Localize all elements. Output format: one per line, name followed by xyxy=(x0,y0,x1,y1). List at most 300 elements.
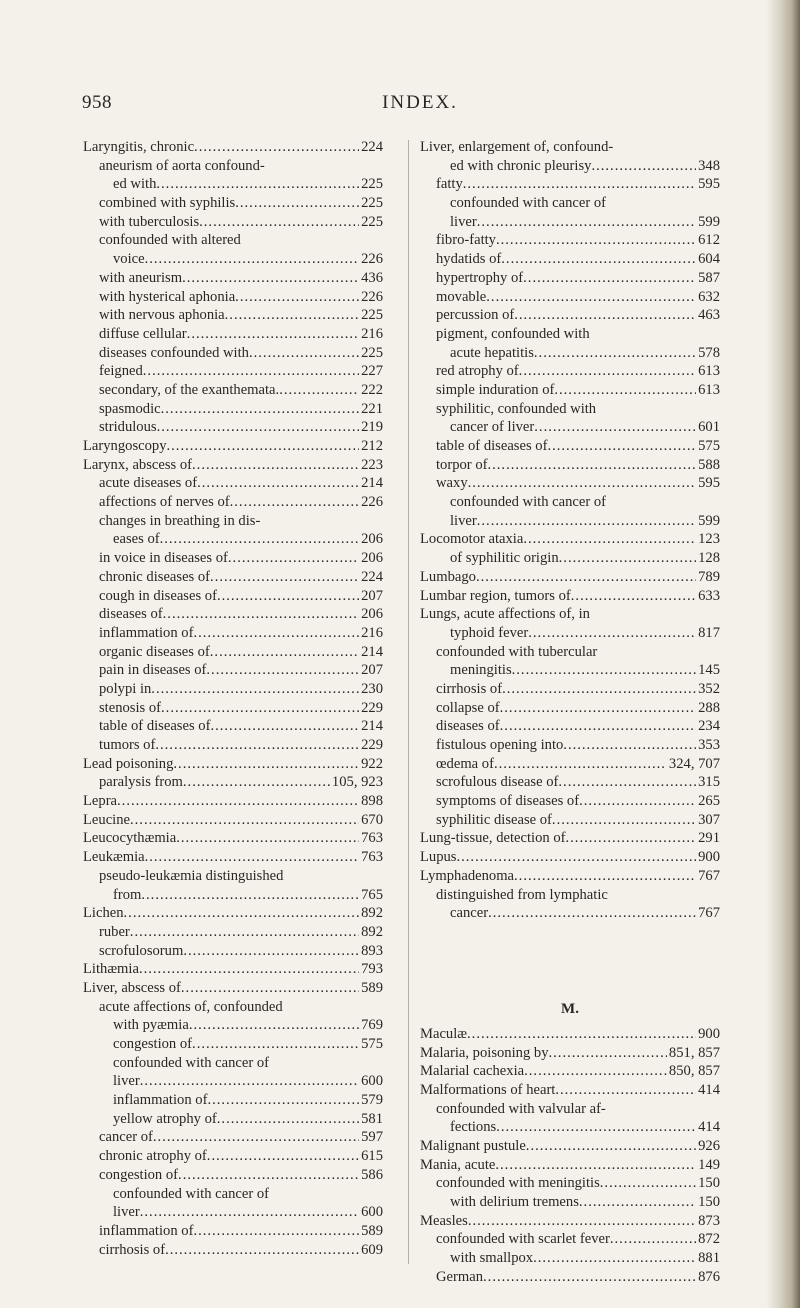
index-entry xyxy=(420,530,720,549)
leader-dots xyxy=(161,400,359,419)
leader-dots xyxy=(178,1166,359,1185)
entry-term: with tuberculosis xyxy=(99,213,200,230)
index-entry xyxy=(83,1072,383,1091)
entry-page-ref: 224 xyxy=(361,139,383,155)
index-entry xyxy=(83,1241,383,1260)
index-entry xyxy=(83,792,383,811)
index-entry xyxy=(83,1128,383,1147)
entry-term: movable xyxy=(436,288,487,305)
entry-page-ref: 463 xyxy=(698,307,720,324)
leader-dots xyxy=(555,1081,696,1100)
leader-dots xyxy=(145,848,360,867)
leader-dots xyxy=(197,474,359,493)
leader-dots xyxy=(187,325,359,344)
entry-page-ref: 670 xyxy=(361,811,383,828)
entry-page-ref: 128 xyxy=(698,550,720,567)
entry-page-ref: 222 xyxy=(361,381,383,398)
leader-dots xyxy=(124,904,360,923)
entry-term: pseudo-leukæmia distinguished xyxy=(99,867,284,884)
entry-page-ref: 600 xyxy=(361,1073,383,1090)
leader-dots xyxy=(151,680,359,699)
leader-dots xyxy=(235,194,359,213)
entry-term: diffuse cellular xyxy=(99,325,187,342)
entry-page-ref: 633 xyxy=(698,587,720,604)
index-entry xyxy=(420,1044,720,1063)
entry-term: red atrophy of xyxy=(436,363,519,380)
entry-term: Lumbago xyxy=(420,568,476,585)
entry-term: organic diseases of xyxy=(99,643,210,660)
entry-term: changes in breathing in dis- xyxy=(99,512,261,529)
index-entry xyxy=(420,306,720,325)
leader-dots xyxy=(173,755,359,774)
index-column-left xyxy=(83,138,383,1259)
leader-dots xyxy=(210,643,359,662)
entry-page-ref: 214 xyxy=(361,643,383,660)
leader-dots xyxy=(193,624,359,643)
entry-term: chronic diseases of xyxy=(99,568,211,585)
entry-page-ref: 230 xyxy=(361,680,383,697)
leader-dots xyxy=(225,306,359,325)
entry-page-ref: 613 xyxy=(698,381,720,398)
index-entry xyxy=(83,138,383,157)
leader-dots xyxy=(534,344,696,363)
index-entry xyxy=(83,736,383,755)
entry-term: confounded with altered xyxy=(99,232,241,249)
leader-dots xyxy=(217,1110,359,1129)
entry-term: Larynx, abscess of xyxy=(83,456,193,473)
entry-term: ed with xyxy=(113,176,157,193)
entry-term: Lymphadenoma xyxy=(420,867,515,884)
entry-term: eases of xyxy=(113,531,160,548)
entry-term: fibro-fatty xyxy=(436,232,496,249)
entry-page-ref: 307 xyxy=(698,811,720,828)
entry-term: syphilitic disease of xyxy=(436,811,552,828)
entry-term: Malignant pustule xyxy=(420,1138,526,1154)
entry-page-ref: 105, 923 xyxy=(331,774,383,791)
entry-page-ref: 601 xyxy=(698,419,720,436)
index-entry xyxy=(83,194,383,213)
entry-page-ref: 893 xyxy=(361,942,383,959)
entry-term: aneurism of aorta confound- xyxy=(99,157,265,174)
entry-page-ref: 216 xyxy=(361,325,383,342)
leader-dots xyxy=(610,1230,696,1249)
index-entry xyxy=(83,643,383,662)
leader-dots xyxy=(199,213,359,232)
entry-term: symptoms of diseases of xyxy=(436,793,580,810)
entry-page-ref: 150 xyxy=(698,1175,720,1192)
entry-page-ref: 817 xyxy=(698,624,720,641)
entry-term: affections of nerves of xyxy=(99,494,230,511)
entry-page-ref: 315 xyxy=(698,774,720,791)
entry-page-ref: 123 xyxy=(698,531,720,548)
leader-dots xyxy=(161,699,359,718)
entry-term: with pyæmia xyxy=(113,1017,189,1034)
leader-dots xyxy=(456,848,696,867)
index-entry xyxy=(420,325,720,344)
entry-term: cirrhosis of xyxy=(99,1241,166,1258)
leader-dots xyxy=(467,1025,696,1044)
index-entry xyxy=(83,942,383,961)
leader-dots xyxy=(500,699,696,718)
entry-term: paralysis from xyxy=(99,774,183,791)
index-entry xyxy=(420,138,720,157)
index-entry xyxy=(420,194,720,213)
entry-term: confounded with cancer of xyxy=(450,195,607,212)
leader-dots xyxy=(468,474,696,493)
index-entry xyxy=(420,643,720,662)
entry-term: Liver, enlargement of, confound- xyxy=(420,139,614,155)
leader-dots xyxy=(554,381,696,400)
index-entry xyxy=(420,175,720,194)
entry-term: spasmodic xyxy=(99,400,161,417)
index-entry xyxy=(420,829,720,848)
entry-page-ref: 225 xyxy=(361,195,383,212)
index-entry xyxy=(420,904,720,923)
entry-term: typhoid fever xyxy=(450,624,529,641)
entry-page-ref: 876 xyxy=(698,1268,720,1285)
index-entry xyxy=(83,867,383,886)
index-entry xyxy=(83,213,383,232)
index-entry xyxy=(83,661,383,680)
entry-term: chronic atrophy of xyxy=(99,1148,207,1165)
entry-page-ref: 348 xyxy=(698,157,720,174)
leader-dots xyxy=(249,344,359,363)
leader-dots xyxy=(559,549,696,568)
leader-dots xyxy=(165,1241,359,1260)
entry-term: scrofulous disease of xyxy=(436,774,559,791)
entry-term: confounded with meningitis xyxy=(436,1175,600,1192)
index-entry xyxy=(83,1016,383,1035)
index-entry xyxy=(420,1212,720,1231)
leader-dots xyxy=(156,175,359,194)
entry-page-ref: 613 xyxy=(698,363,720,380)
leader-dots xyxy=(600,1174,696,1193)
entry-page-ref: 436 xyxy=(361,269,383,286)
entry-page-ref: 221 xyxy=(361,400,383,417)
leader-dots xyxy=(502,680,696,699)
entry-term: yellow atrophy of xyxy=(113,1110,217,1127)
entry-page-ref: 207 xyxy=(361,587,383,604)
entry-term: cancer of xyxy=(99,1129,153,1146)
entry-page-ref: 225 xyxy=(361,213,383,230)
entry-term: with nervous aphonia xyxy=(99,307,225,324)
leader-dots xyxy=(463,175,696,194)
entry-term: pigment, confounded with xyxy=(436,325,590,342)
index-entry xyxy=(83,755,383,774)
leader-dots xyxy=(547,437,696,456)
index-entry xyxy=(420,288,720,307)
leader-dots xyxy=(488,904,696,923)
leader-dots xyxy=(519,362,696,381)
entry-page-ref: 227 xyxy=(361,363,383,380)
index-entry xyxy=(420,717,720,736)
index-entry xyxy=(420,157,720,176)
index-entry xyxy=(420,344,720,363)
leader-dots xyxy=(130,923,359,942)
leader-dots xyxy=(207,1147,359,1166)
entry-term: Lithæmia xyxy=(83,961,139,978)
index-entry xyxy=(420,1249,720,1268)
entry-term: congestion of xyxy=(99,1166,179,1183)
leader-dots xyxy=(145,250,360,269)
entry-page-ref: 873 xyxy=(698,1212,720,1229)
index-entry xyxy=(420,456,720,475)
index-entry xyxy=(83,493,383,512)
entry-page-ref: 851, 857 xyxy=(668,1044,720,1061)
entry-term: cough in diseases of xyxy=(99,587,217,604)
entry-term: acute diseases of xyxy=(99,475,198,492)
index-entry xyxy=(83,811,383,830)
entry-page-ref: 324, 707 xyxy=(668,755,720,772)
index-entry xyxy=(83,306,383,325)
entry-term: acute hepatitis xyxy=(450,344,534,361)
entry-term: Laryngoscopy xyxy=(83,438,167,454)
entry-page-ref: 597 xyxy=(361,1129,383,1146)
leader-dots xyxy=(512,661,696,680)
entry-page-ref: 352 xyxy=(698,680,720,697)
entry-term: meningitis xyxy=(450,662,512,679)
entry-page-ref: 589 xyxy=(361,979,383,996)
entry-page-ref: 150 xyxy=(698,1194,720,1211)
index-entry xyxy=(420,381,720,400)
leader-dots xyxy=(163,605,359,624)
entry-page-ref: 926 xyxy=(698,1138,720,1154)
leader-dots xyxy=(160,530,360,549)
entry-page-ref: 767 xyxy=(698,867,720,884)
leader-dots xyxy=(500,717,696,736)
index-entry xyxy=(83,1091,383,1110)
index-entry xyxy=(83,381,383,400)
entry-page-ref: 145 xyxy=(698,662,720,679)
leader-dots xyxy=(228,549,359,568)
index-entry xyxy=(420,1156,720,1175)
entry-page-ref: 225 xyxy=(361,307,383,324)
entry-page-ref: 234 xyxy=(698,718,720,735)
leader-dots xyxy=(182,269,359,288)
entry-page-ref: 575 xyxy=(698,438,720,454)
entry-term: diseases of xyxy=(436,718,500,735)
leader-dots xyxy=(549,1044,667,1063)
entry-term: confounded with scarlet fever xyxy=(436,1231,610,1248)
leader-dots xyxy=(501,250,696,269)
index-entry xyxy=(420,699,720,718)
leader-dots xyxy=(183,942,359,961)
entry-term: confounded with cancer of xyxy=(113,1054,270,1071)
entry-term: Malaria, poisoning by xyxy=(420,1044,549,1061)
index-entry xyxy=(83,1147,383,1166)
entry-term: Malformations of heart xyxy=(420,1081,556,1098)
entry-page-ref: 632 xyxy=(698,288,720,305)
leader-dots xyxy=(140,1203,359,1222)
index-entry xyxy=(83,512,383,531)
leader-dots xyxy=(140,1072,359,1091)
index-entry xyxy=(420,661,720,680)
leader-dots xyxy=(217,587,359,606)
leader-dots xyxy=(534,418,696,437)
leader-dots xyxy=(566,829,697,848)
leader-dots xyxy=(279,381,359,400)
entry-term: confounded with tubercular xyxy=(436,643,598,660)
index-entry xyxy=(420,867,720,886)
index-entry xyxy=(420,213,720,232)
entry-page-ref: 600 xyxy=(361,1204,383,1221)
index-entry xyxy=(83,848,383,867)
entry-page-ref: 793 xyxy=(361,961,383,978)
entry-term: cirrhosis of xyxy=(436,680,503,697)
index-entry xyxy=(420,587,720,606)
leader-dots xyxy=(183,773,330,792)
index-entry xyxy=(83,587,383,606)
index-entry xyxy=(420,437,720,456)
entry-term: liver xyxy=(113,1073,140,1090)
entry-page-ref: 212 xyxy=(361,438,383,454)
leader-dots xyxy=(192,1035,359,1054)
entry-page-ref: 219 xyxy=(361,419,383,436)
index-entry xyxy=(83,530,383,549)
index-entry xyxy=(420,848,720,867)
entry-page-ref: 587 xyxy=(698,269,720,286)
entry-page-ref: 265 xyxy=(698,793,720,810)
index-entry xyxy=(420,493,720,512)
leader-dots xyxy=(514,306,696,325)
entry-page-ref: 414 xyxy=(698,1119,720,1136)
page-edge-shadow xyxy=(766,0,800,1308)
entry-term: polypi in xyxy=(99,680,152,697)
entry-page-ref: 604 xyxy=(698,251,720,268)
index-entry xyxy=(420,792,720,811)
entry-term: confounded with cancer of xyxy=(113,1185,270,1202)
index-entry xyxy=(420,1268,720,1287)
entry-page-ref: 575 xyxy=(361,1036,383,1052)
entry-term: voice xyxy=(113,251,145,268)
index-entry xyxy=(420,605,720,624)
leader-dots xyxy=(487,456,696,475)
entry-term: combined with syphilis xyxy=(99,195,236,212)
entry-term: scrofulosorum xyxy=(99,942,184,959)
entry-term: with smallpox xyxy=(450,1250,534,1267)
leader-dots xyxy=(143,362,359,381)
entry-term: stridulous xyxy=(99,419,157,436)
entry-page-ref: 765 xyxy=(361,886,383,903)
entry-term: fatty xyxy=(436,176,463,193)
leader-dots xyxy=(130,811,359,830)
entry-term: Lichen xyxy=(83,905,124,922)
index-entry xyxy=(420,250,720,269)
index-entry xyxy=(420,1118,720,1137)
entry-term: Malarial cachexia xyxy=(420,1063,525,1080)
entry-term: distinguished from lymphatic xyxy=(436,886,608,903)
leader-dots xyxy=(468,1212,696,1231)
entry-term: in voice in diseases of xyxy=(99,550,228,567)
entry-page-ref: 229 xyxy=(361,737,383,753)
index-entry xyxy=(420,886,720,905)
index-entry xyxy=(420,624,720,643)
entry-term: pain in diseases of xyxy=(99,662,207,679)
leader-dots xyxy=(494,755,667,774)
entry-page-ref: 922 xyxy=(361,755,383,772)
index-entry xyxy=(83,568,383,587)
entry-term: inflammation of xyxy=(99,624,194,641)
leader-dots xyxy=(193,1222,359,1241)
entry-term: Lead poisoning xyxy=(83,755,174,772)
index-entry xyxy=(83,549,383,568)
index-entry xyxy=(83,362,383,381)
leader-dots xyxy=(153,1128,359,1147)
index-entry xyxy=(420,1100,720,1119)
leader-dots xyxy=(496,1118,696,1137)
entry-page-ref: 206 xyxy=(361,531,383,548)
index-entry xyxy=(83,829,383,848)
entry-page-ref: 214 xyxy=(361,475,383,492)
leader-dots xyxy=(210,568,359,587)
index-entry xyxy=(83,1185,383,1204)
entry-term: Lupus xyxy=(420,849,457,866)
right-column-m-entries xyxy=(420,1025,720,1287)
index-entry xyxy=(420,1230,720,1249)
leader-dots xyxy=(157,418,360,437)
index-entry xyxy=(83,923,383,942)
entry-term: liver xyxy=(450,213,477,230)
leader-dots xyxy=(552,811,696,830)
entry-page-ref: 609 xyxy=(361,1241,383,1258)
entry-term: fistulous opening into xyxy=(436,737,564,753)
index-entry xyxy=(420,1174,720,1193)
index-entry xyxy=(420,474,720,493)
index-entry xyxy=(83,699,383,718)
entry-term: fections xyxy=(450,1119,497,1136)
entry-term: Lungs, acute affections of, in xyxy=(420,606,590,623)
entry-term: collapse of xyxy=(436,699,500,716)
page-number: 958 xyxy=(82,92,112,113)
index-entry xyxy=(420,1062,720,1081)
entry-term: confounded with cancer of xyxy=(450,494,607,511)
entry-page-ref: 225 xyxy=(361,176,383,193)
entry-term: Lepra xyxy=(83,793,118,810)
entry-term: tumors of xyxy=(99,737,156,753)
entry-page-ref: 225 xyxy=(361,344,383,361)
leader-dots xyxy=(210,717,359,736)
index-entry xyxy=(83,325,383,344)
entry-page-ref: 229 xyxy=(361,699,383,716)
leader-dots xyxy=(526,1137,696,1156)
index-entry xyxy=(83,960,383,979)
entry-term: diseases of xyxy=(99,606,163,623)
index-entry xyxy=(420,418,720,437)
index-entry xyxy=(420,773,720,792)
entry-page-ref: 589 xyxy=(361,1222,383,1239)
index-entry xyxy=(420,736,720,755)
leader-dots xyxy=(167,437,360,456)
leader-dots xyxy=(514,867,696,886)
entry-page-ref: 615 xyxy=(361,1148,383,1165)
entry-page-ref: 216 xyxy=(361,624,383,641)
leader-dots xyxy=(176,829,359,848)
entry-term: table of diseases of xyxy=(99,718,211,735)
entry-term: hypertrophy of xyxy=(436,269,524,286)
entry-page-ref: 414 xyxy=(698,1081,720,1098)
entry-term: secondary, of the exanthemata. xyxy=(99,381,280,398)
index-entry xyxy=(83,605,383,624)
entry-term: torpor of xyxy=(436,456,488,473)
leader-dots xyxy=(563,736,696,755)
index-entry xyxy=(420,1193,720,1212)
entry-term: Laryngitis, chronic xyxy=(83,139,195,155)
entry-page-ref: 850, 857 xyxy=(668,1063,720,1080)
index-entry xyxy=(83,624,383,643)
index-entry xyxy=(420,549,720,568)
entry-term: Leukæmia xyxy=(83,849,145,866)
entry-page-ref: 579 xyxy=(361,1092,383,1109)
